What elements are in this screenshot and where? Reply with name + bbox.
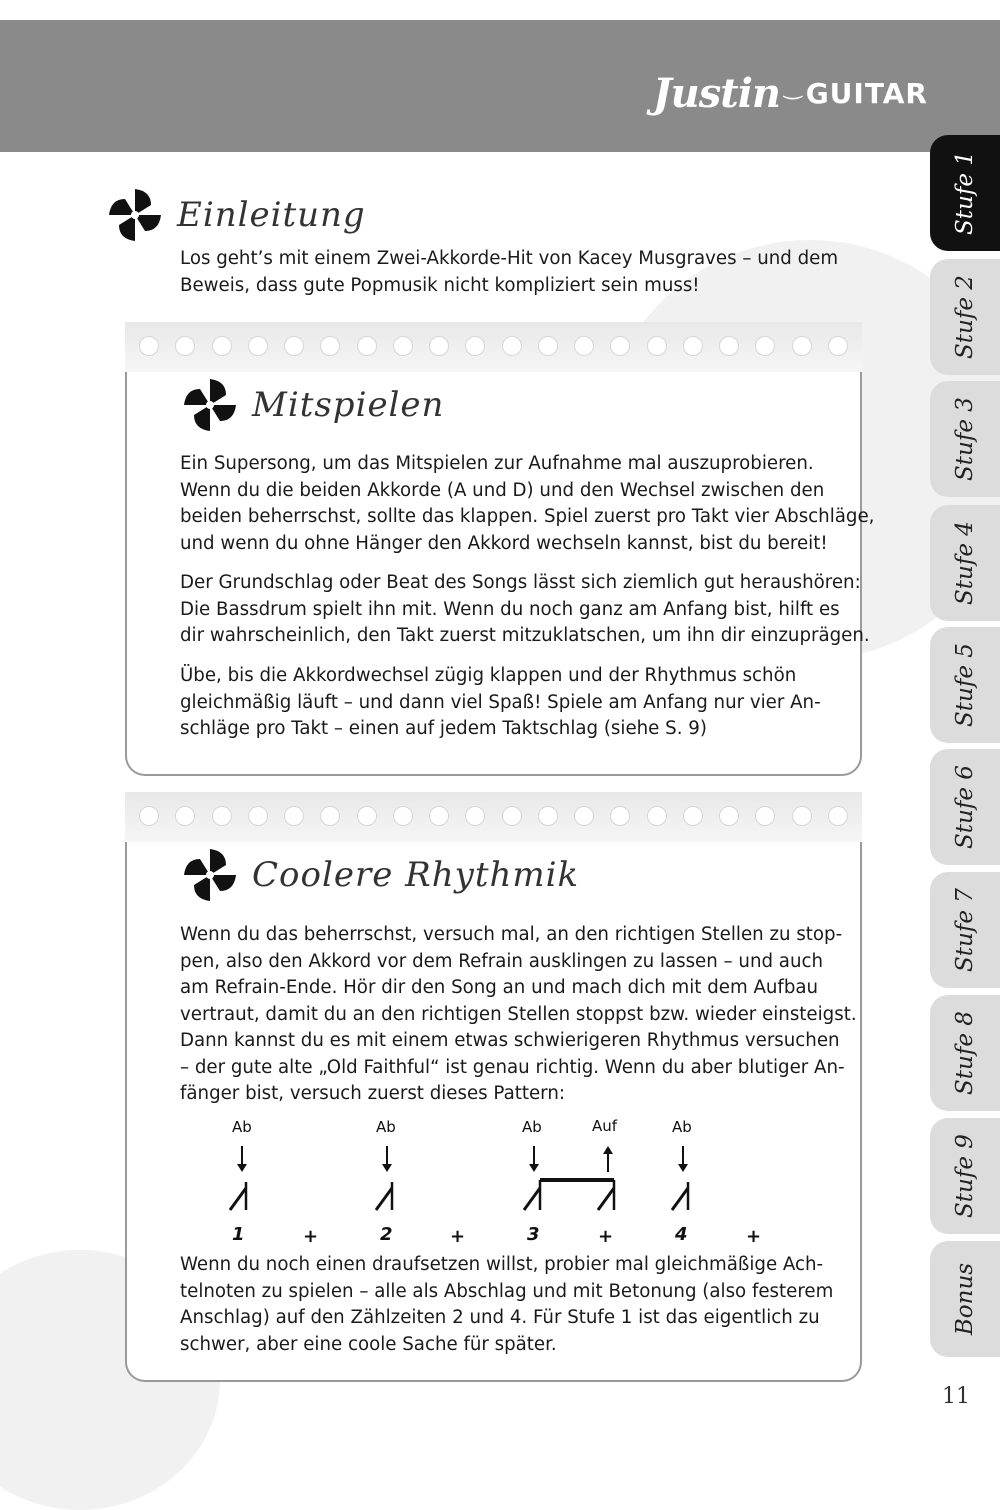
rhythmik-title: Coolere Rhythmik bbox=[252, 855, 580, 895]
stroke-label: Ab bbox=[672, 1118, 692, 1136]
rhythmik-paragraph-1: Wenn du das beherrschst, versuch mal, an den richtigen Stellen zu stop- pen, also den Akkord vor dem Refrain ausklingen zu lassen – und auch am Refrain-Ende. Hör dir den Song an und mach dich mit dem Aufbau vertraut, damit du an den richtigen Stellen stoppst bzw. wieder einsteigst. Dann kannst du es mit einem etwas schwierigeren Rhythmus versuchen – der gute alte „Old Faithful“ ist genau richtig. Wenn du aber blutiger An- fänger bist, versuch zuerst dieses Pattern: bbox=[180, 924, 857, 1104]
count-label: 2 bbox=[380, 1224, 393, 1245]
section-mitspielen-heading bbox=[180, 375, 444, 435]
count-label: + bbox=[450, 1226, 466, 1247]
rhythmik-paragraph-2: Wenn du noch einen draufsetzen willst, probier mal gleichmäßige Ach- telnoten zu spielen – alle als Abschlag und mit Betonung (also festerem Anschlag) auf den Zählzeiten 2 und 4. Für Stufe 1 ist das eigentlich zu schwer, aber eine coole Sache für später. bbox=[180, 1254, 834, 1355]
mitspielen-title: Mitspielen bbox=[252, 385, 445, 425]
down-arrow-icon bbox=[382, 1164, 392, 1172]
brand-guitar: GUITAR bbox=[805, 77, 928, 110]
section-rhythmik-heading bbox=[180, 845, 579, 905]
justin-smile-icon: ‿ bbox=[784, 75, 802, 100]
tab-stufe-3[interactable]: Stufe 3 bbox=[930, 381, 1000, 497]
tab-stufe-1[interactable]: Stufe 1 bbox=[930, 135, 1000, 251]
pinwheel-icon bbox=[180, 845, 240, 905]
stroke-label: Ab bbox=[232, 1118, 252, 1136]
down-arrow-icon bbox=[678, 1164, 688, 1172]
tab-stufe-8[interactable]: Stufe 8 bbox=[930, 995, 1000, 1111]
stroke-label: Ab bbox=[522, 1118, 542, 1136]
pinwheel-icon bbox=[180, 375, 240, 435]
intro-text: Los geht’s mit einem Zwei-Akkorde-Hit von Kacey Musgraves – und dem Beweis, dass gute Popmusik nicht kompliziert sein muss! bbox=[180, 248, 839, 296]
page-number: 11 bbox=[942, 1384, 970, 1409]
tab-stufe-9[interactable]: Stufe 9 bbox=[930, 1118, 1000, 1234]
tab-stufe-2[interactable]: Stufe 2 bbox=[930, 259, 1000, 375]
up-arrow-icon bbox=[603, 1146, 613, 1154]
brand-script: Justin bbox=[652, 70, 781, 117]
rhythm-notation bbox=[220, 1140, 780, 1220]
count-label: 3 bbox=[527, 1224, 540, 1245]
justinguitar-logo bbox=[653, 70, 928, 117]
header-bar bbox=[0, 20, 1000, 152]
count-label: + bbox=[598, 1226, 614, 1247]
count-label: + bbox=[746, 1226, 762, 1247]
tab-stufe-7[interactable]: Stufe 7 bbox=[930, 872, 1000, 988]
intro-title: Einleitung bbox=[177, 195, 366, 235]
tab-stufe-6[interactable]: Stufe 6 bbox=[930, 749, 1000, 865]
down-arrow-icon bbox=[529, 1164, 539, 1172]
mitspielen-paragraph-1: Ein Supersong, um das Mitspielen zur Aufnahme mal auszuprobieren. Wenn du die beiden Akkorde (A und D) und den Wechsel zwischen den beiden beherrschst, sollte das klappen. Spiel zuerst pro Takt vier Abschläge, und wenn du ohne Hänger den Akkord wechseln kannst, bist du bereit! bbox=[180, 453, 875, 554]
tab-stufe-4[interactable]: Stufe 4 bbox=[930, 505, 1000, 621]
down-arrow-icon bbox=[237, 1164, 247, 1172]
tab-stufe-5[interactable]: Stufe 5 bbox=[930, 627, 1000, 743]
stroke-label: Ab bbox=[376, 1118, 396, 1136]
section-einleitung-heading bbox=[105, 185, 366, 245]
count-label: 4 bbox=[675, 1224, 688, 1245]
mitspielen-paragraph-3: Übe, bis die Akkordwechsel zügig klappen und der Rhythmus schön gleichmäßig läuft – und dann viel Spaß! Spiele am Anfang nur vier An- schläge pro Takt – einen auf jedem Taktschlag (siehe S. 9) bbox=[180, 665, 821, 739]
notebook-holes-strip bbox=[125, 322, 862, 372]
count-label: 1 bbox=[232, 1224, 245, 1245]
mitspielen-paragraph-2: Der Grundschlag oder Beat des Songs lässt sich ziemlich gut heraushören: Die Bassdrum spielt ihn mit. Wenn du noch ganz am Anfang bist, hilft es dir wahrscheinlich, den Takt zuerst mitzuklatschen, um ihn dir einzuprägen. bbox=[180, 572, 870, 646]
stroke-label: Auf bbox=[592, 1117, 618, 1135]
count-label: + bbox=[303, 1226, 319, 1247]
tab-bonus[interactable]: Bonus bbox=[930, 1241, 1000, 1357]
notebook-holes-strip bbox=[125, 792, 862, 842]
pinwheel-icon bbox=[105, 185, 165, 245]
